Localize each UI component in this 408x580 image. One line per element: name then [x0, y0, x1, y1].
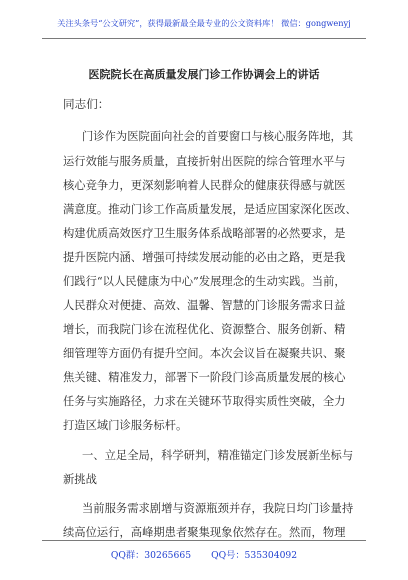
body-line: 运行效能与服务质量，直接折射出医院的综合管理水平与	[63, 155, 346, 168]
page-header: 关注头条号“公文研究”，获得最新最全最专业的公文资料库！ 微信：gongwenyj	[57, 18, 351, 28]
document-title: 医院院长在高质量发展门诊工作协调会上的讲话	[88, 68, 320, 81]
body-line: 核心竞争力，更深刻影响着人民群众的健康获得感与就医	[63, 179, 346, 192]
body-line: 们践行“以人民健康为中心”发展理念的生动实践。当前，	[63, 275, 346, 288]
body-line: 增长，而我院门诊在流程优化、资源整合、服务创新、精	[63, 323, 346, 336]
body-line: 门诊作为医院面向社会的首要窗口与核心服务阵地，其	[82, 130, 354, 143]
salutation: 同志们：	[63, 97, 110, 111]
body-line: 人民群众对便捷、高效、温馨、智慧的门诊服务需求日益	[63, 299, 346, 312]
body-line: 打造区域门诊服务标杆。	[63, 419, 188, 432]
section-heading: 一、立足全局，科学研判，精准锚定门诊发展新坐标与	[82, 449, 354, 462]
footer-qq-number: QQ号：535304092	[211, 550, 298, 561]
body-line: 提升医院内涵、增强可持续发展动能的必由之路，更是我	[63, 251, 346, 264]
footer-divider	[42, 540, 366, 541]
body-line: 细管理等方面仍有提升空间。本次会议旨在凝聚共识、聚	[63, 347, 346, 360]
body-line: 满意度。推动门诊工作高质量发展，是适应国家深化医改、	[63, 203, 357, 216]
body-line: 构建优质高效医疗卫生服务体系战略部署的必然要求，是	[63, 227, 346, 240]
body-line: 续高位运行，高峰期患者聚集现象依然存在。然而，物理	[63, 526, 346, 539]
footer-qq-group: QQ群：30265665	[110, 550, 192, 561]
section-heading: 新挑战	[63, 473, 97, 486]
body-line: 任务与实施路径，力求在关键环节取得实质性突破，全力	[63, 395, 346, 408]
header-divider	[42, 38, 366, 39]
body-line: 焦关键、精准发力，部署下一阶段门诊高质量发展的核心	[63, 371, 346, 384]
body-line: 当前服务需求剧增与资源瓶颈并存，我院日均门诊量持	[82, 502, 354, 515]
page-footer	[0, 547, 408, 561]
